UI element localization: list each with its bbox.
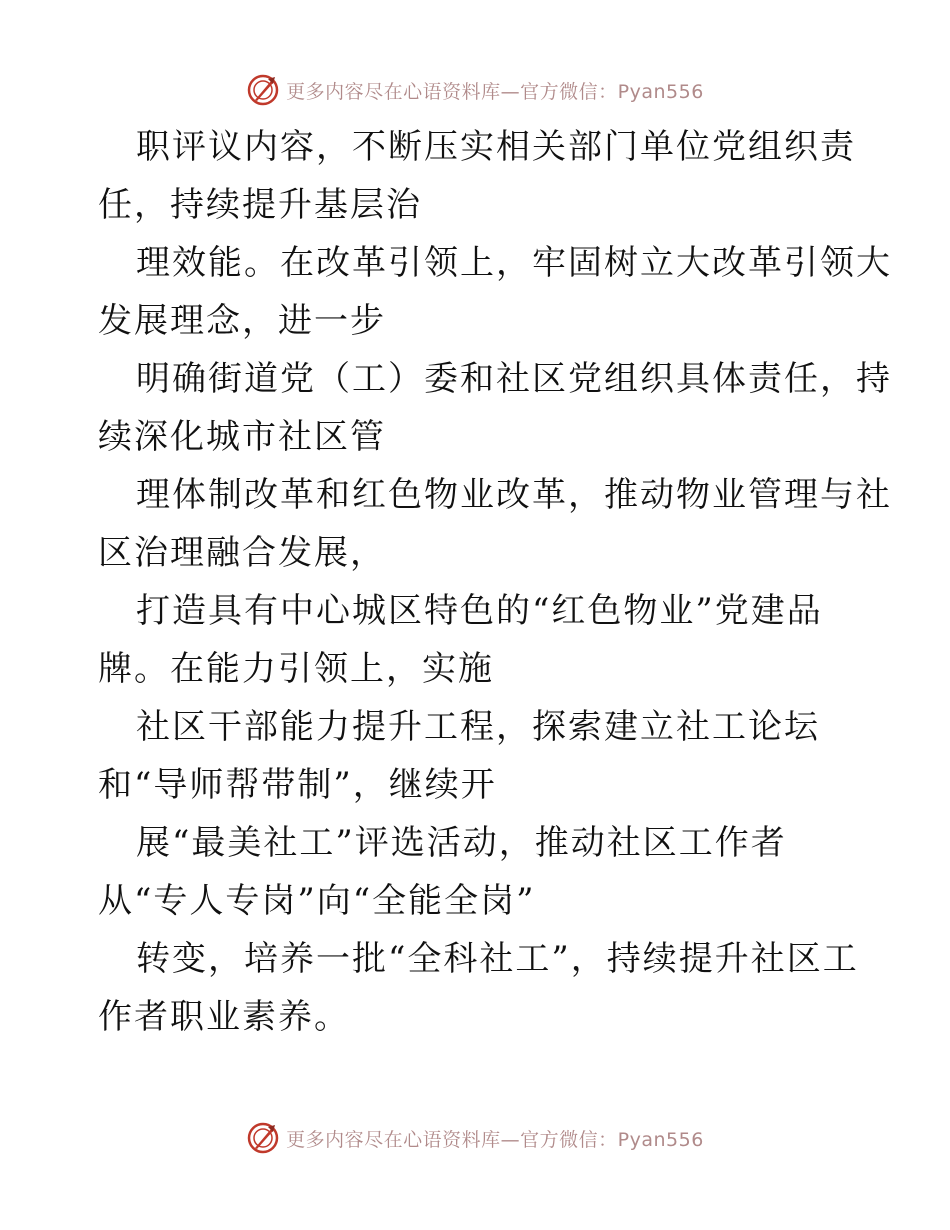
text-line: 打造具有中心城区特色的“红色物业”党建品 <box>136 591 823 631</box>
document-body <box>98 118 892 1046</box>
quill-pen-icon <box>246 1121 280 1155</box>
text-line: 从“专人专岗”向“全能全岗” <box>98 881 536 921</box>
text-line: 发展理念，进一步 <box>98 301 386 341</box>
text-line: 转变，培养一批“全科社工”，持续提升社区工 <box>136 939 859 979</box>
text-line: 续深化城市社区管 <box>98 417 386 457</box>
text-line: 明确街道党（工）委和社区党组织具体责任，持 <box>136 359 892 399</box>
text-line: 职评议内容，不断压实相关部门单位党组织责 <box>136 127 856 167</box>
header-banner-text: 更多内容尽在心语资料库—官方微信：Pyan556 <box>286 80 704 103</box>
header-banner <box>0 70 950 110</box>
text-line: 作者职业素养。 <box>98 997 350 1037</box>
text-line: 理体制改革和红色物业改革，推动物业管理与社 <box>136 475 892 515</box>
text-line: 社区干部能力提升工程，探索建立社工论坛 <box>136 707 820 747</box>
text-line: 区治理融合发展， <box>98 533 386 573</box>
text-line: 理效能。在改革引领上，牢固树立大改革引领大 <box>136 243 892 283</box>
text-line: 和“导师帮带制”，继续开 <box>98 765 497 805</box>
quill-pen-icon <box>246 73 280 107</box>
footer-banner-text: 更多内容尽在心语资料库—官方微信：Pyan556 <box>286 1128 704 1151</box>
text-line: 牌。在能力引领上，实施 <box>98 649 494 689</box>
footer-banner <box>0 1118 950 1158</box>
text-line: 任，持续提升基层治 <box>98 185 422 225</box>
text-line: 展“最美社工”评选活动，推动社区工作者 <box>136 823 787 863</box>
